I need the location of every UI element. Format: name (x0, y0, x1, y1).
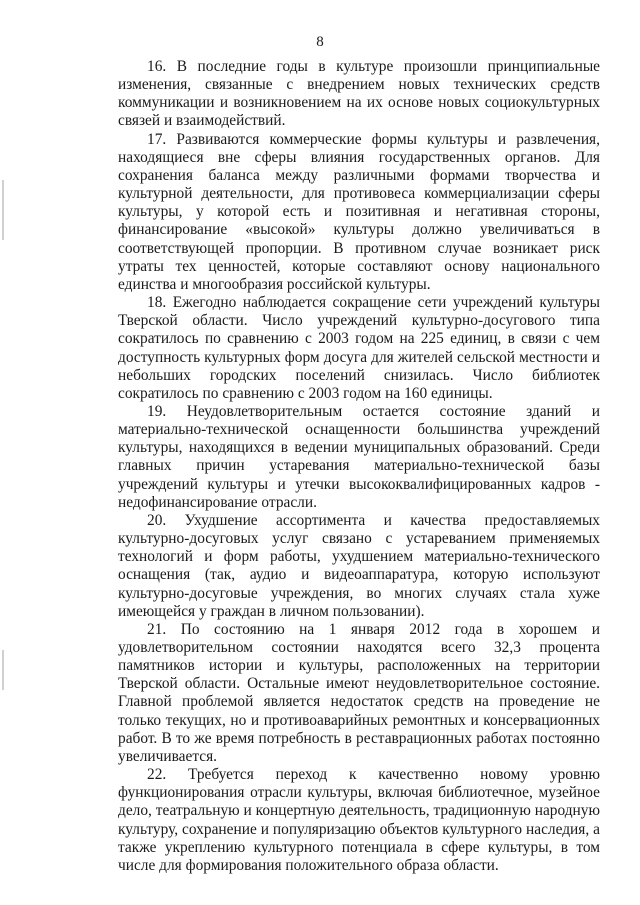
paragraph-20: 20. Ухудшение ассортимента и качества предоставляемых культурно-досуговых услуг связано с устареванием применяемых технологий и форм работы, ухудшением материально-технического оснащения (так, аудио и видеоаппаратура, которую используют культурно-досуговые учреждения, во многих случаях стала хуже имеющейся у граждан в личном пользовании). (118, 511, 600, 620)
page-number: 8 (316, 34, 324, 50)
paragraph-22: 22. Требуется переход к качественно новому уровню функционирования отрасли культуры, включая библиотечное, музейное дело, театральную и концертную деятельность, традиционную народную культуру, сохранение и популяризацию объектов культурного наследия, а также укреплению культурного потенциала в сфере культуры, в том числе для формирования положительного образа области. (118, 766, 600, 874)
paragraph-19: 19. Неудовлетворительным остается состояние зданий и материально-технической оснащенности большинства учреждений культуры, находящихся в ведении муниципальных образований. Среди главных причин устаревания материально-технической базы учреждений культуры и утечки высококвалифицированных кадров - недофинансирование отрасли. (118, 402, 600, 511)
document-body (118, 58, 600, 875)
paragraph-18: 18. Ежегодно наблюдается сокращение сети учреждений культуры Тверской области. Число учреждений культурно-досугового типа сократилось по сравнению с 2003 годом на 225 единиц, в связи с чем доступность культурных форм досуга для жителей сельской местности и небольших городских поселений снизилась. Число библиотек сократилось по сравнению с 2003 годом на 160 единицы. (118, 294, 600, 402)
paragraph-21: 21. По состоянию на 1 января 2012 года в хорошем и удовлетворительном состоянии находятся всего 32,3 процента памятников истории и культуры, расположенных на территории Тверской области. Остальные имеют неудовлетворительное состояние. Главной проблемой является недостаток средств на проведение не только текущих, но и противоаварийных ремонтных и консервационных работ. В то же время потребность в реставрационных работах постоянно увеличивается. (118, 620, 600, 765)
scan-edge-mark (2, 650, 4, 690)
paragraph-17: 17. Развиваются коммерческие формы культуры и развлечения, находящиеся вне сферы влияния государственных органов. Для сохранения баланса между различными формами творчества и культурной деятельности, для противовеса коммерциализации сферы культуры, у которой есть и позитивная и негативная стороны, финансирование «высокой» культуры должно увеличиваться в соответствующей пропорции. В противном случае возникает риск утраты тех ценностей, которые составляют основу национального единства и многообразия российской культуры. (118, 130, 600, 293)
scan-edge-mark (2, 180, 4, 240)
paragraph-16: 16. В последние годы в культуре произошли принципиальные изменения, связанные с внедрением новых технических средств коммуникации и возникновением на их основе новых социокультурных связей и взаимодействий. (118, 58, 600, 130)
